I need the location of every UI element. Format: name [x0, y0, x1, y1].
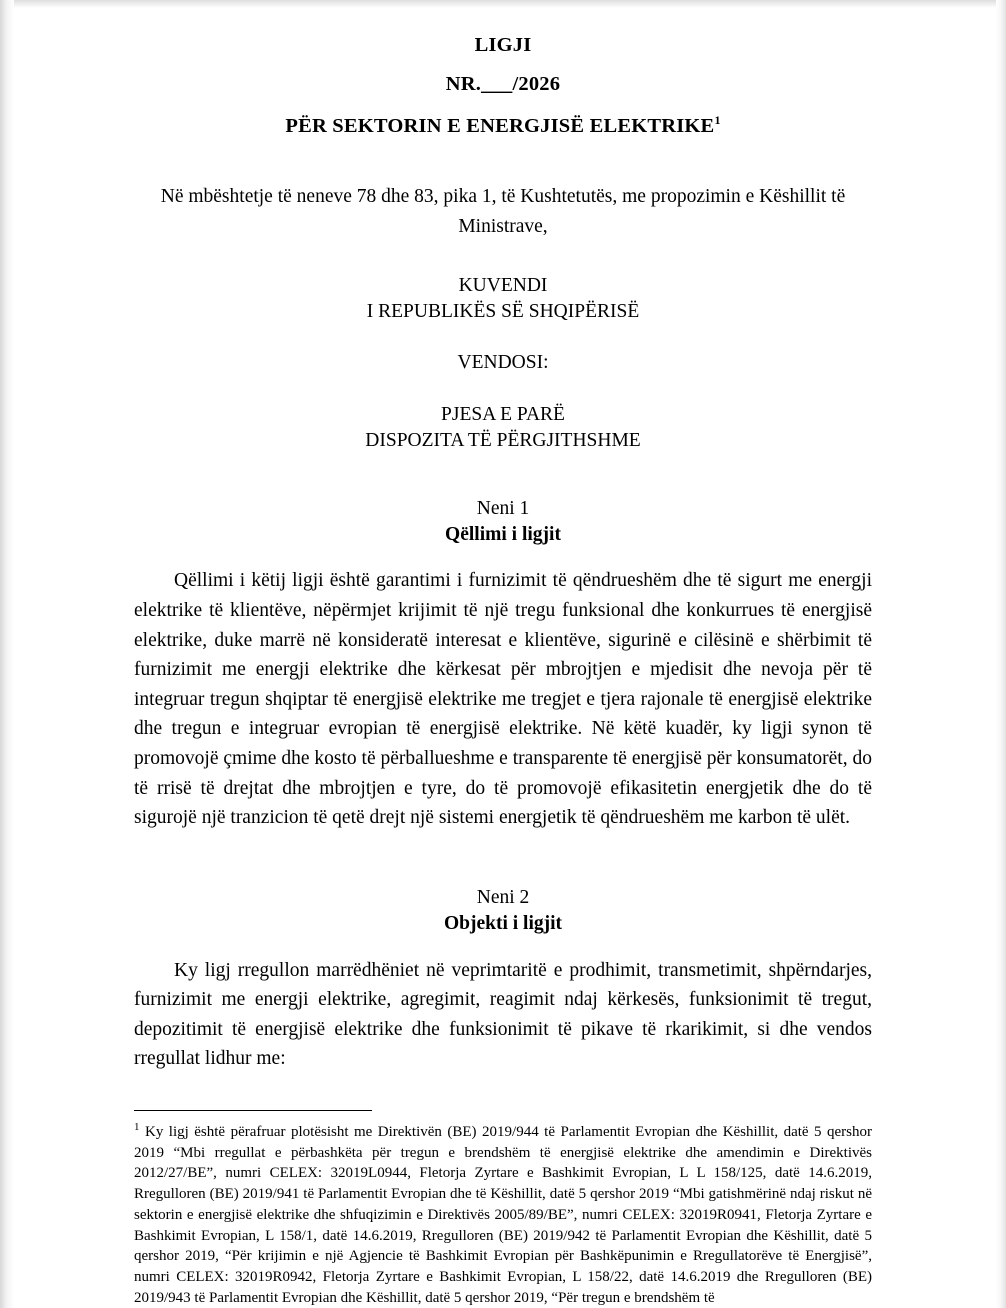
- article-1-number: Neni 1: [476, 497, 530, 519]
- footnote-body: Ky ligj është përafruar plotësisht me Direktivën (BE) 2019/944 të Parlamentit Evropian dhe Këshillit, datë 5 qershor 2019 “Mbi rregullat e përbashkëta për tregun e brendshëm të energjisë elektrike dhe amendimin e Direktivës 2012/27/BE”, numri CELEX: 32019L0944, Fletorja Zyrtare e Bashkimit Evropian, L L 158/125, datë 14.6.2019, Rregulloren (BE) 2019/941 të Parlamentit Evropian dhe të Këshillit, datë 5 qershor 2019 “Mbi gatishmërinë ndaj riskut në sektorin e energjisë elektrike dhe shfuqizimin e Direktivës 2005/89/BE”, numri CELEX: 32019R0941, Fletorja Zyrtare e Bashkimit Evropian, L 158/1, datë 14.6.2019, Rregulloren (BE) 2019/942 të Parlamentit Evropian dhe Këshillit, datë 5 qershor 2019, “Për krijimin e një Agjencie të Bashkimit Evropian për Bashkëpunimin e Rregullatorëve të Energjisë”, numri CELEX: 32019R0942, Fletorja Zyrtare e Bashkimit Evropian, L 158/22, datë 14.6.2019 dhe Rregulloren (BE) 2019/943 të Parlamentit Evropian dhe Këshillit, datë 5 qershor 2019, “Për tregun e brendshëm të: [134, 1124, 873, 1306]
- part-line-2: DISPOZITA TË PËRGJITHSHME: [365, 430, 641, 451]
- assembly-line-1: KUVENDI: [458, 274, 548, 296]
- part-line-1: PJESA E PARË: [441, 404, 565, 426]
- article-1-body: Qëllimi i këtij ligji është garantimi i furnizimit të qëndrueshëm dhe të sigurt me energji elektrike të klientëve, nëpërmjet krijimit të një tregu funksional dhe konkurrues të energjisë elektrike, duke marrë në konsideratë interesat e klientëve, sigurinë e cilësinë e shërbimit të furnizimit me energji elektrike dhe kërkesat për mbrojtjen e mjedisit dhe nevoja për të integruar tregun shqiptar të energjisë elektrike me tregjet e tjera rajonale të energjisë elektrike dhe tregun e integruar evropian të energjisë elektrike. Në këtë kuadër, ky ligji synon të promovojë çmime dhe kosto të përballueshme e transparente të energjisë për konsumatorët, do të rrisë të drejtat dhe mbrojtjen e tyre, do të promovojë efikasitetin energjetik dhe do të sigurojë një tranzicion të qetë drejt një sistemi energjetik të qëndrueshëm me karbon të ulët.: [134, 570, 872, 829]
- article-1-subtitle: Qëllimi i ligjit: [445, 524, 561, 546]
- assembly-block: [134, 273, 872, 324]
- article-2-heading: [134, 885, 872, 938]
- page-edge-shadow-left: [0, 0, 14, 1308]
- document-title-line-3: [134, 111, 872, 143]
- title-footnote-marker: 1: [714, 112, 721, 127]
- document-title-line-2: NR.___/2026: [445, 72, 561, 95]
- document-title-line-1: LIGJI: [474, 34, 532, 56]
- article-2-body: Ky ligj rregullon marrëdhëniet në veprimtaritë e prodhimit, transmetimit, shpërndarjes, furnizimit me energji elektrike, agregimit, reagimit ndaj kërkesës, funksionimit të tregut, depozitimit të energjisë elektrike dhe funksionimit të pikave të rkarikimit, si dhe vendos rregullat lidhur me:: [134, 959, 872, 1070]
- preamble-text: Në mbështetje të neneve 78 dhe 83, pika 1, të Kushtetutës, me propozimin e Këshillit të Ministrave,: [160, 186, 846, 237]
- footnote-separator: [134, 1110, 372, 1111]
- article-2-subtitle: Objekti i ligjit: [443, 913, 563, 935]
- page-edge-shadow-top: [0, 0, 1006, 8]
- assembly-line-2: I REPUBLIKËS SË SHQIPËRISË: [366, 300, 640, 322]
- footnote-text: [134, 1120, 872, 1308]
- article-2-number: Neni 2: [476, 886, 530, 908]
- document-title-text: PËR SEKTORIN E ENERGJISË ELEKTRIKE: [285, 114, 715, 137]
- part-block: [134, 402, 872, 453]
- article-1-heading: [134, 496, 872, 549]
- page-edge-shadow-right: [996, 0, 1006, 1308]
- footnote-marker: 1: [134, 1121, 140, 1134]
- decided-text: VENDOSI:: [457, 352, 549, 374]
